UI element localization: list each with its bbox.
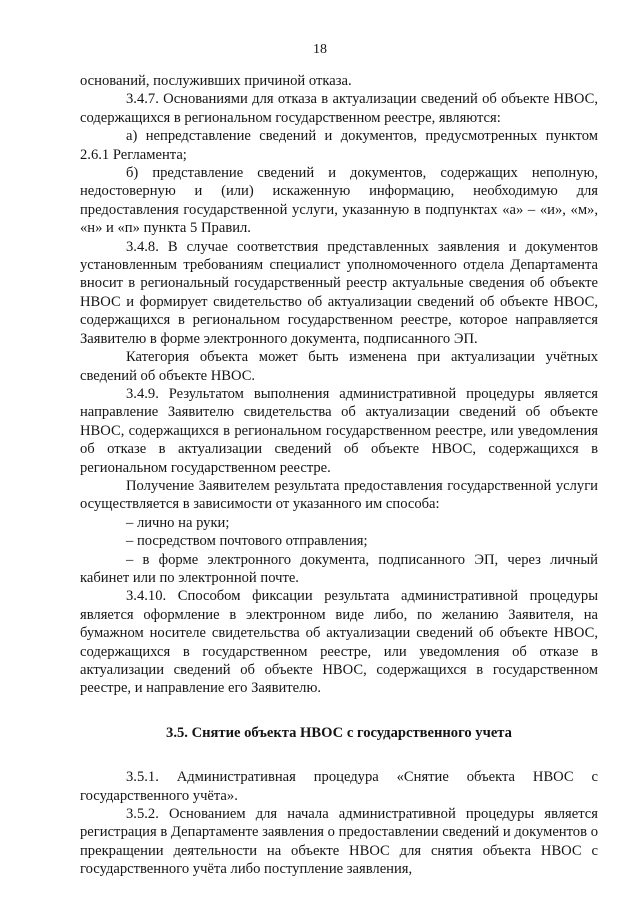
- paragraph-3-4-9: 3.4.9. Результатом выполнения административной процедуры является направление Заявителю свидетельства об актуализации сведений об объекте НВОС, содержащихся в региональном государственном реестре, или уведомления об отказе в актуализации сведений об объекте НВОС, содержащихся в региональном государственном реестре.: [80, 385, 598, 476]
- paragraph-category: Категория объекта может быть изменена при актуализации учётных сведений об объекте НВОС.: [80, 349, 598, 384]
- page-number: 18: [313, 42, 327, 57]
- list-item-b: б) представление сведений и документов, содержащих неполную, недостоверную и (или) искаженную информацию, необходимую для предоставления государственной услуги, указанную в подпунктах «а» – «и», «м», «н» и «п» пункта 5 Правил.: [80, 165, 598, 237]
- paragraph-receipt: Получение Заявителем результата предоставления государственной услуги осуществляется в зависимости от указанного им способа:: [80, 477, 598, 513]
- paragraph-3-5-1: 3.5.1. Административная процедура «Снятие объекта НВОС с государственного учёта».: [80, 769, 598, 804]
- paragraph-3-4-10: 3.4.10. Способом фиксации результата административной процедуры является оформление в электронном виде либо, по желанию Заявителя, на бумажном носителе свидетельства об актуализации сведений об объекте НВОС, содержащихся в государственном реестре, или уведомления об отказе в актуализации сведений об объекте НВОС, содержащихся в государственном реестре, и направление его Заявителю.: [80, 588, 598, 697]
- list-item-postal: – посредством почтового отправления;: [126, 533, 368, 550]
- paragraph-3-5-2: 3.5.2. Основанием для начала административной процедуры является регистрация в Департаменте заявления о предоставлении сведений и документов о прекращении деятельности на объекте НВОС для снятия объекта НВОС с государственного учёта либо поступление заявления,: [80, 806, 598, 878]
- list-item-in-person: – лично на руки;: [126, 514, 230, 531]
- section-heading: 3.5. Снятие объекта НВОС с государственного учета: [166, 724, 512, 741]
- paragraph-3-4-7: 3.4.7. Основаниями для отказа в актуализации сведений об объекте НВОС, содержащихся в региональном государственном реестре, являются:: [80, 91, 598, 126]
- paragraph-3-4-8: 3.4.8. В случае соответствия представленных заявления и документов установленным требованиям специалист уполномоченного отдела Департамента вносит в региональный государственный реестр актуальные сведения об объекте НВОС и формирует свидетельство об актуализации сведений об объекте НВОС, содержащихся в региональном государственном реестре, которое направляется Заявителю в форме электронного документа, подписанного ЭП.: [80, 238, 598, 347]
- list-item-a: а) непредставление сведений и документов, предусмотренных пунктом 2.6.1 Регламента;: [80, 128, 598, 163]
- paragraph-continuation: оснований, послуживших причиной отказа.: [80, 73, 352, 89]
- list-item-electronic: – в форме электронного документа, подписанного ЭП, через личный кабинет или по электронной почте.: [80, 551, 598, 586]
- page-body: [80, 72, 598, 879]
